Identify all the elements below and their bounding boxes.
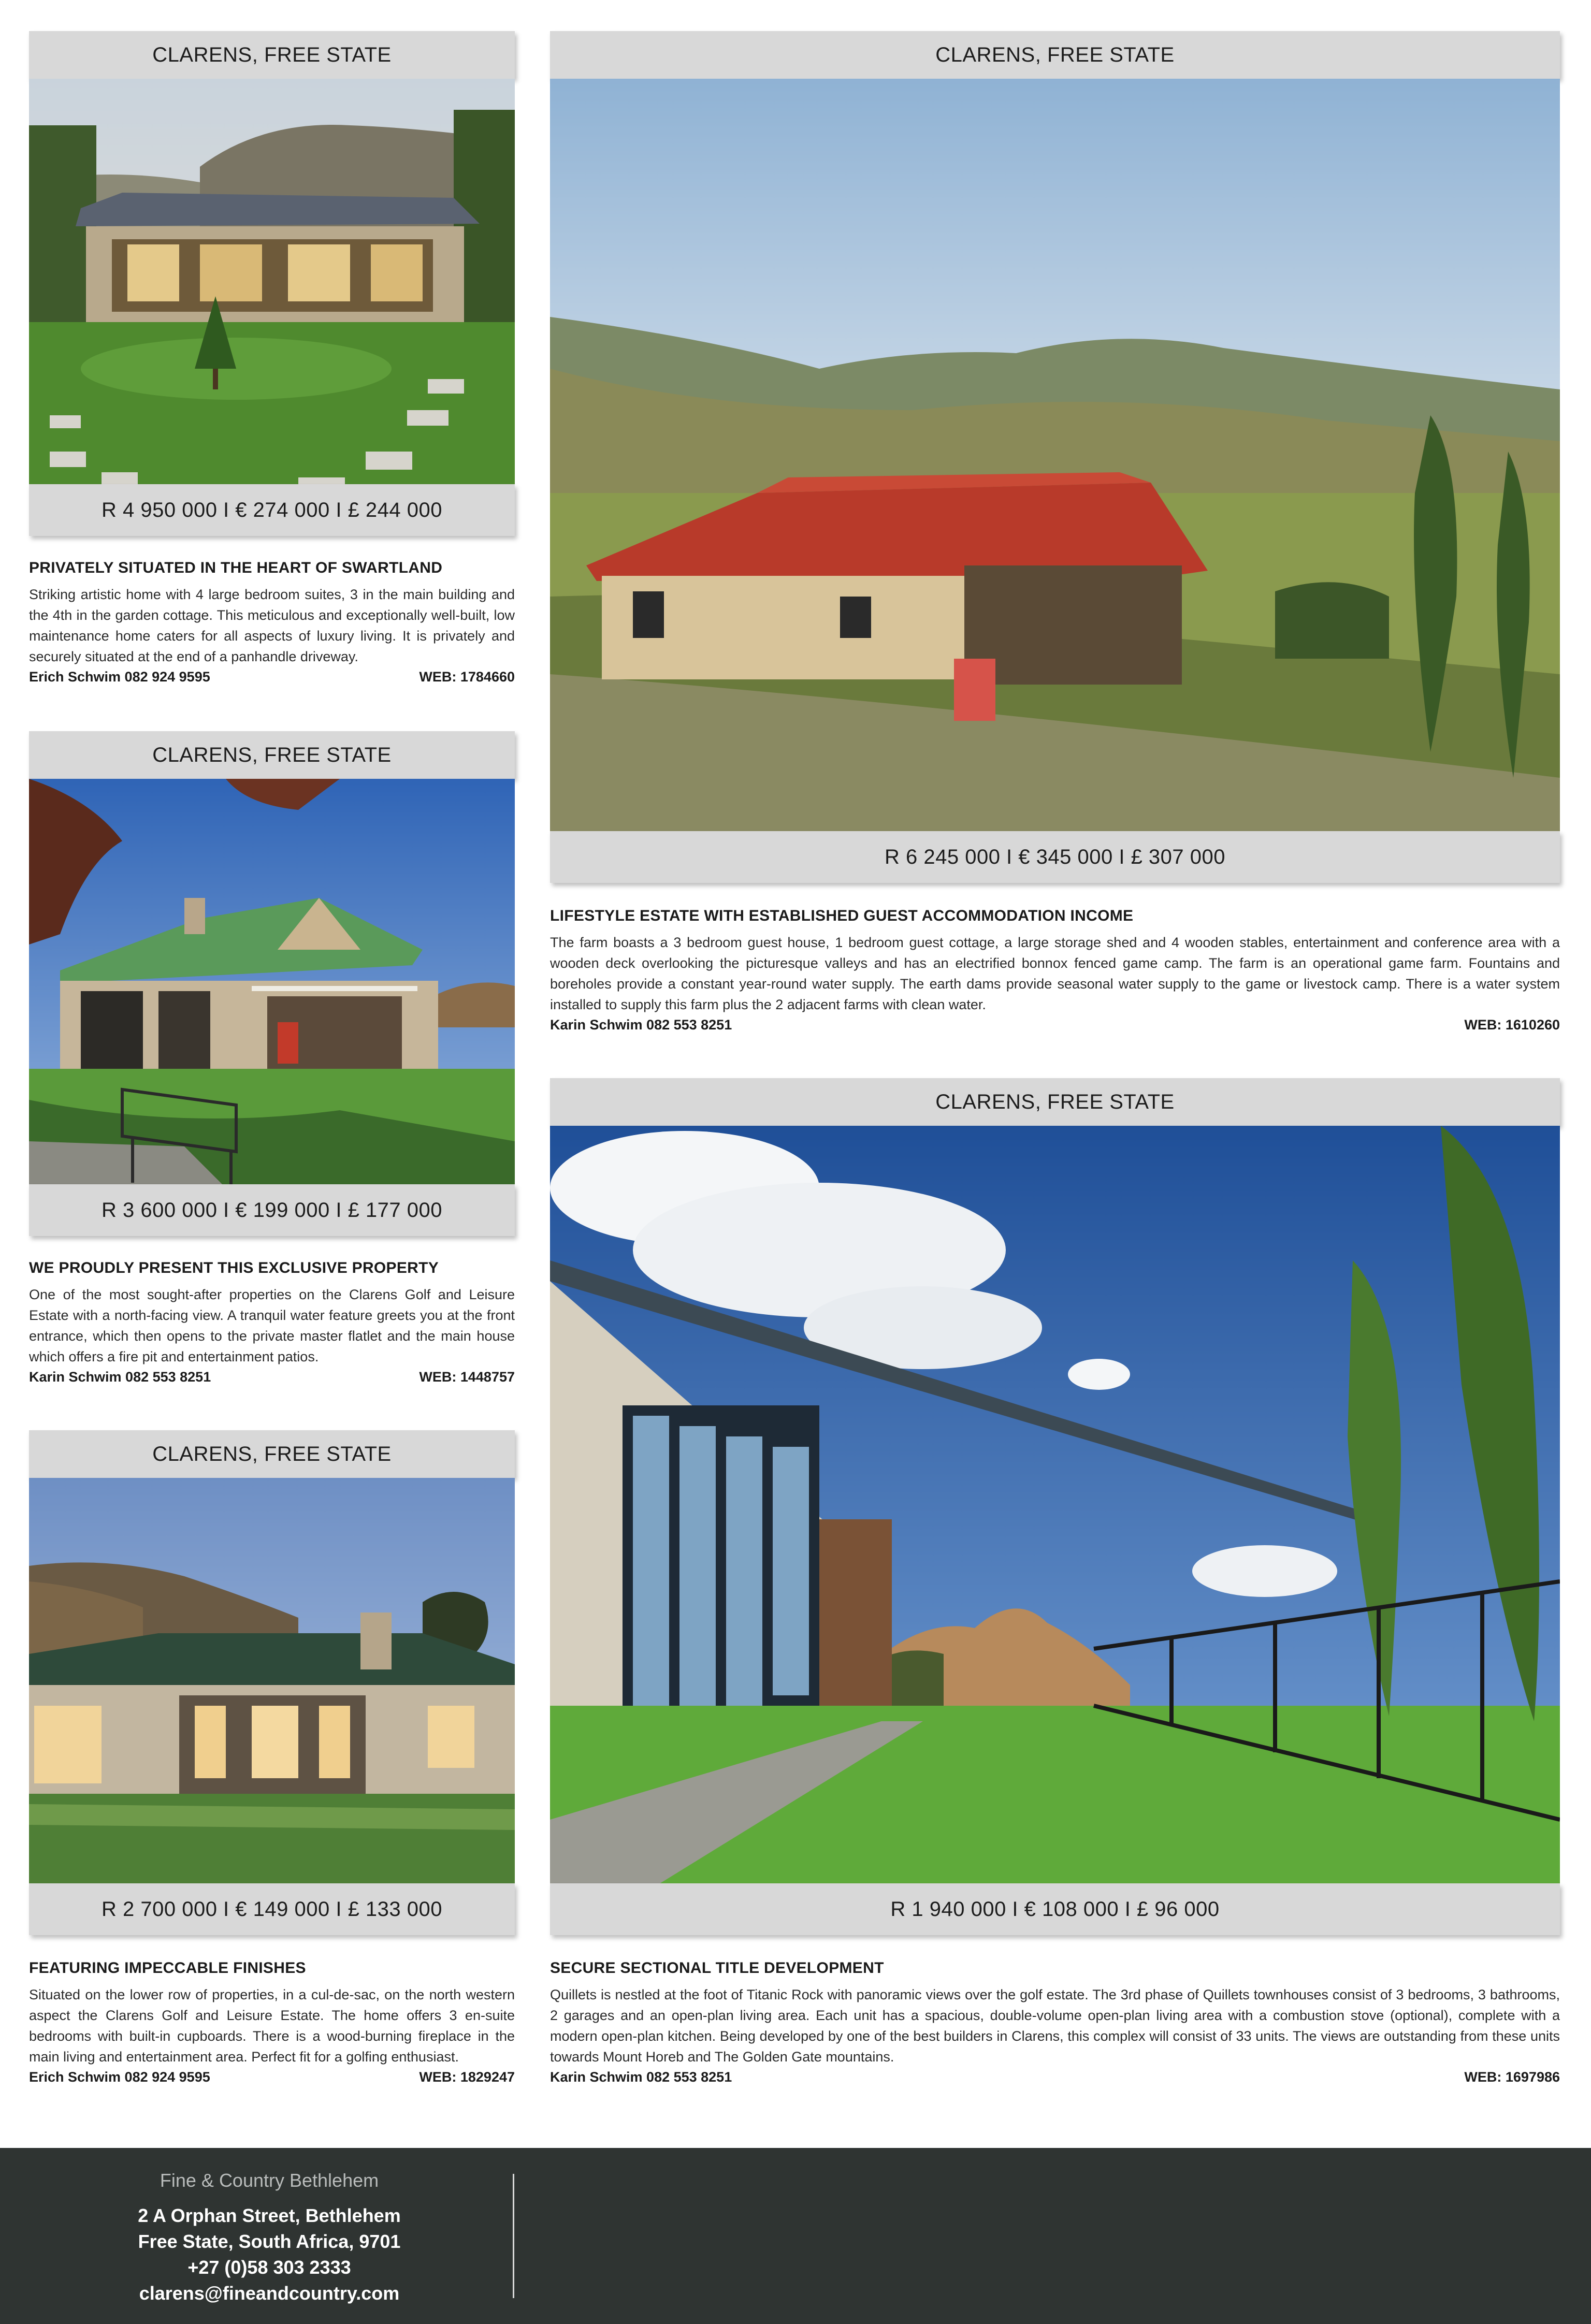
web-reference[interactable]: WEB: 1610260 <box>1464 1017 1560 1033</box>
location-label: CLARENS, FREE STATE <box>935 43 1175 66</box>
listing-card <box>29 1430 515 1935</box>
price-label: R 1 940 000 I € 108 000 I £ 96 000 <box>890 1897 1220 1921</box>
footer-divider <box>513 2174 514 2298</box>
office-address-line2: Free State, South Africa, 9701 <box>138 2231 401 2252</box>
agent-contact[interactable]: Karin Schwim 082 553 8251 <box>29 1369 211 1385</box>
price-banner <box>29 484 515 536</box>
listing-heading: LIFESTYLE ESTATE WITH ESTABLISHED GUEST ACCOMMODATION INCOME <box>550 907 1134 924</box>
location-banner <box>29 1430 515 1478</box>
office-phone[interactable]: +27 (0)58 303 2333 <box>187 2257 351 2278</box>
location-label: CLARENS, FREE STATE <box>935 1090 1175 1113</box>
office-details <box>67 2170 471 2306</box>
location-banner <box>29 31 515 79</box>
agent-contact[interactable]: Erich Schwim 082 924 9595 <box>29 2069 210 2085</box>
listing-card <box>550 1078 1560 1935</box>
house-garden-image <box>29 79 515 514</box>
property-photo[interactable] <box>29 779 515 1214</box>
web-reference[interactable]: WEB: 1697986 <box>1464 2069 1560 2085</box>
listing-description: One of the most sought-after properties on the Clarens Golf and Leisure Estate with a north-facing view. A tranquil water feature greets you at the front entrance, which then opens to the private master flatlet and the main house which offers a fire pit and entertainment patios. <box>29 1287 515 1364</box>
agent-line <box>550 2069 1560 2085</box>
listing-heading: FEATURING IMPECCABLE FINISHES <box>29 1959 306 1977</box>
townhouse-development-image <box>550 1126 1560 1913</box>
office-email[interactable]: clarens@fineandcountry.com <box>139 2283 400 2304</box>
farm-valley-image <box>550 79 1560 861</box>
property-photo[interactable] <box>550 1126 1560 1913</box>
listing-description: Quillets is nestled at the foot of Titanic Rock with panoramic views over the golf estate. The 3rd phase of Quillets townhouses consist of 3 bedrooms, 3 bathrooms, 2 garages and an open-plan living area. Each unit has a spacious, double-volume open-plan living area with a combustion stove (optional), complete with a modern open-plan kitchen. Being developed by one of the best builders in Clarens, this complex will consist of 33 units. The views are outstanding from these units towards Mount Horeb and The Golden Gate mountains. <box>550 1987 1560 2065</box>
property-photo[interactable] <box>29 79 515 514</box>
listing-heading: SECURE SECTIONAL TITLE DEVELOPMENT <box>550 1959 884 1977</box>
price-banner <box>29 1184 515 1236</box>
location-label: CLARENS, FREE STATE <box>152 1442 392 1465</box>
listing-description: The farm boasts a 3 bedroom guest house, 1 bedroom guest cottage, a large storage shed and 4 wooden stables, entertainment and conference area with a wooden deck overlooking the picturesque valleys and has an electrified bonnox fenced game camp. The farm is an operational game farm. Fountains and boreholes provide a constant year-round water supply. The earth dams provide seasonal water supply to the game or livestock camp. There is a water system installed to supply this farm plus the 2 adjacent farms with clean water. <box>550 935 1560 1012</box>
location-label: CLARENS, FREE STATE <box>152 743 392 766</box>
web-reference[interactable]: WEB: 1784660 <box>419 669 515 685</box>
office-address-line1: 2 A Orphan Street, Bethlehem <box>138 2205 401 2226</box>
price-banner <box>29 1883 515 1935</box>
location-label: CLARENS, FREE STATE <box>152 43 392 66</box>
listing-card <box>29 731 515 1236</box>
location-banner <box>550 1078 1560 1126</box>
location-banner <box>550 31 1560 79</box>
agent-contact[interactable]: Erich Schwim 082 924 9595 <box>29 669 210 685</box>
property-photo[interactable] <box>550 79 1560 861</box>
listing-card <box>550 31 1560 883</box>
listing-description: Striking artistic home with 4 large bedroom suites, 3 in the main building and the 4th in the garden cottage. This meticulous and exceptionally well-built, low maintenance home caters for all aspects of luxury living. It is privately and securely situated at the end of a panhandle driveway. <box>29 587 515 664</box>
listing-description: Situated on the lower row of properties, in a cul-de-sac, on the north western aspect the Clarens Golf and Leisure Estate. The home offers 3 en-suite bedrooms with built-in cupboards. There is a wood-burning fireplace in the main living and entertainment area. Perfect fit for a golfing enthusiast. <box>29 1987 515 2065</box>
agent-line <box>29 669 515 685</box>
property-photo[interactable] <box>29 1478 515 1913</box>
price-banner <box>550 1883 1560 1935</box>
web-reference[interactable]: WEB: 1448757 <box>419 1369 515 1385</box>
house-green-roof-image <box>29 779 515 1214</box>
listing-card <box>29 31 515 536</box>
price-banner <box>550 831 1560 883</box>
office-brand: Fine & Country Bethlehem <box>160 2170 379 2191</box>
office-footer <box>0 2148 1591 2324</box>
agent-contact[interactable]: Karin Schwim 082 553 8251 <box>550 1017 732 1033</box>
agent-line <box>29 2069 515 2085</box>
location-banner <box>29 731 515 779</box>
web-reference[interactable]: WEB: 1829247 <box>419 2069 515 2085</box>
listing-heading: PRIVATELY SITUATED IN THE HEART OF SWARTLAND <box>29 559 443 576</box>
agent-line <box>550 1017 1560 1033</box>
house-dusk-image <box>29 1478 515 1913</box>
price-label: R 2 700 000 I € 149 000 I £ 133 000 <box>101 1897 443 1921</box>
listing-heading: WE PROUDLY PRESENT THIS EXCLUSIVE PROPERTY <box>29 1259 439 1276</box>
agent-contact[interactable]: Karin Schwim 082 553 8251 <box>550 2069 732 2085</box>
price-label: R 6 245 000 I € 345 000 I £ 307 000 <box>884 845 1226 868</box>
price-label: R 4 950 000 I € 274 000 I £ 244 000 <box>101 498 443 521</box>
agent-line <box>29 1369 515 1385</box>
price-label: R 3 600 000 I € 199 000 I £ 177 000 <box>101 1198 443 1222</box>
